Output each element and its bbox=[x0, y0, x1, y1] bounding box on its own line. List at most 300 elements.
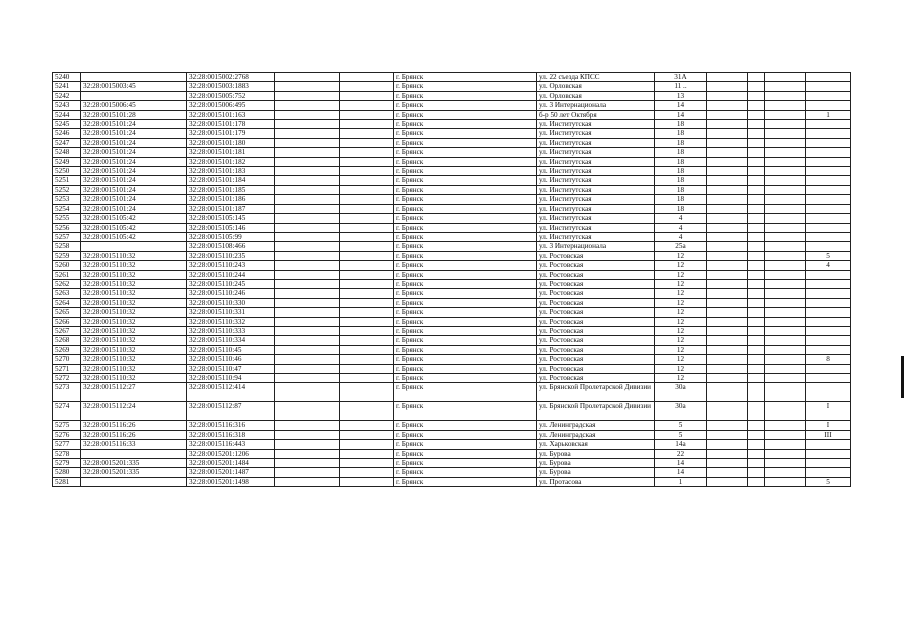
blank-cell bbox=[748, 195, 765, 204]
parcel-number-cell: 32:28:0015101:24 bbox=[81, 176, 187, 185]
blank-cell bbox=[765, 449, 806, 458]
blank-cell bbox=[765, 421, 806, 430]
blank-cell bbox=[340, 176, 394, 185]
parcel-number-cell: 32:28:0015110:32 bbox=[81, 261, 187, 270]
blank-cell bbox=[748, 204, 765, 213]
apartment-cell: I bbox=[806, 402, 851, 421]
house-cell: 14 bbox=[655, 459, 707, 468]
apartment-cell bbox=[806, 345, 851, 354]
apartment-cell bbox=[806, 440, 851, 449]
table-row bbox=[53, 449, 851, 458]
row-number-cell: 5258 bbox=[53, 242, 81, 251]
city-cell: г. Брянск bbox=[394, 279, 537, 288]
blank-cell bbox=[340, 129, 394, 138]
blank-cell bbox=[765, 242, 806, 251]
blank-cell bbox=[707, 270, 748, 279]
house-cell: 12 bbox=[655, 326, 707, 335]
blank-cell bbox=[765, 101, 806, 110]
cadastral-number-cell: 32:28:0015101:181 bbox=[187, 148, 275, 157]
blank-cell bbox=[707, 298, 748, 307]
blank-cell bbox=[765, 374, 806, 383]
city-cell: г. Брянск bbox=[394, 176, 537, 185]
street-cell: ул. Институтская bbox=[537, 167, 655, 176]
blank-cell bbox=[707, 167, 748, 176]
parcel-number-cell: 32:28:0015105:42 bbox=[81, 223, 187, 232]
apartment-cell bbox=[806, 279, 851, 288]
blank-cell bbox=[275, 298, 340, 307]
blank-cell bbox=[748, 298, 765, 307]
table-row bbox=[53, 477, 851, 486]
blank-cell bbox=[748, 82, 765, 91]
blank-cell bbox=[275, 148, 340, 157]
apartment-cell bbox=[806, 459, 851, 468]
parcel-number-cell: 32:28:0015101:28 bbox=[81, 110, 187, 119]
parcel-number-cell bbox=[81, 242, 187, 251]
street-cell: ул. Ростовская bbox=[537, 374, 655, 383]
blank-cell bbox=[340, 148, 394, 157]
blank-cell bbox=[275, 440, 340, 449]
blank-cell bbox=[340, 138, 394, 147]
blank-cell bbox=[765, 185, 806, 194]
city-cell: г. Брянск bbox=[394, 242, 537, 251]
blank-cell bbox=[765, 232, 806, 241]
row-number-cell: 5255 bbox=[53, 214, 81, 223]
blank-cell bbox=[275, 270, 340, 279]
blank-cell bbox=[765, 355, 806, 364]
cadastral-number-cell: 32:28:0015201:1487 bbox=[187, 468, 275, 477]
apartment-cell bbox=[806, 449, 851, 458]
house-cell: 14 bbox=[655, 110, 707, 119]
house-cell: 18 bbox=[655, 195, 707, 204]
street-cell: ул. Ростовская bbox=[537, 279, 655, 288]
table-row bbox=[53, 176, 851, 185]
house-cell: 18 bbox=[655, 167, 707, 176]
blank-cell bbox=[748, 120, 765, 129]
parcel-number-cell: 32:28:0015116:33 bbox=[81, 440, 187, 449]
blank-cell bbox=[748, 157, 765, 166]
blank-cell bbox=[765, 176, 806, 185]
blank-cell bbox=[707, 477, 748, 486]
blank-cell bbox=[748, 242, 765, 251]
blank-cell bbox=[765, 477, 806, 486]
blank-cell bbox=[340, 326, 394, 335]
apartment-cell bbox=[806, 204, 851, 213]
street-cell: ул. 3 Интернационала bbox=[537, 242, 655, 251]
apartment-cell: 5 bbox=[806, 477, 851, 486]
blank-cell bbox=[765, 430, 806, 439]
blank-cell bbox=[275, 167, 340, 176]
blank-cell bbox=[707, 176, 748, 185]
blank-cell bbox=[275, 129, 340, 138]
apartment-cell bbox=[806, 138, 851, 147]
city-cell: г. Брянск bbox=[394, 270, 537, 279]
row-number-cell: 5281 bbox=[53, 477, 81, 486]
row-number-cell: 5257 bbox=[53, 232, 81, 241]
house-cell: 12 bbox=[655, 279, 707, 288]
street-cell: ул. Институтская bbox=[537, 176, 655, 185]
house-cell: 5 bbox=[655, 430, 707, 439]
blank-cell bbox=[748, 110, 765, 119]
blank-cell bbox=[275, 374, 340, 383]
apartment-cell bbox=[806, 185, 851, 194]
parcel-number-cell: 32:28:0015110:32 bbox=[81, 345, 187, 354]
table-row bbox=[53, 251, 851, 260]
cadastral-number-cell: 32:28:0015101:179 bbox=[187, 129, 275, 138]
city-cell: г. Брянск bbox=[394, 430, 537, 439]
street-cell: ул. Ростовская bbox=[537, 345, 655, 354]
cadastral-number-cell: 32:28:0015110:246 bbox=[187, 289, 275, 298]
cadastral-number-cell: 32:28:0015110:46 bbox=[187, 355, 275, 364]
apartment-cell bbox=[806, 82, 851, 91]
city-cell: г. Брянск bbox=[394, 402, 537, 421]
blank-cell bbox=[765, 459, 806, 468]
city-cell: г. Брянск bbox=[394, 101, 537, 110]
apartment-cell bbox=[806, 129, 851, 138]
table-row bbox=[53, 148, 851, 157]
blank-cell bbox=[765, 326, 806, 335]
table-row bbox=[53, 308, 851, 317]
blank-cell bbox=[275, 468, 340, 477]
row-number-cell: 5268 bbox=[53, 336, 81, 345]
apartment-cell bbox=[806, 148, 851, 157]
street-cell: ул. Бурова bbox=[537, 449, 655, 458]
blank-cell bbox=[748, 251, 765, 260]
cadastral-number-cell: 32:28:0015108:466 bbox=[187, 242, 275, 251]
blank-cell bbox=[275, 383, 340, 402]
table-row bbox=[53, 355, 851, 364]
table-row bbox=[53, 138, 851, 147]
blank-cell bbox=[748, 308, 765, 317]
blank-cell bbox=[748, 402, 765, 421]
apartment-cell bbox=[806, 298, 851, 307]
apartment-cell bbox=[806, 232, 851, 241]
blank-cell bbox=[707, 440, 748, 449]
table-row bbox=[53, 73, 851, 82]
apartment-cell bbox=[806, 120, 851, 129]
street-cell: ул. Институтская bbox=[537, 214, 655, 223]
table-row bbox=[53, 223, 851, 232]
city-cell: г. Брянск bbox=[394, 157, 537, 166]
city-cell: г. Брянск bbox=[394, 440, 537, 449]
parcel-number-cell: 32:28:0015110:32 bbox=[81, 251, 187, 260]
table-row bbox=[53, 383, 851, 402]
parcel-number-cell: 32:28:0015101:24 bbox=[81, 157, 187, 166]
blank-cell bbox=[765, 289, 806, 298]
blank-cell bbox=[340, 336, 394, 345]
blank-cell bbox=[707, 355, 748, 364]
row-number-cell: 5269 bbox=[53, 345, 81, 354]
blank-cell bbox=[748, 326, 765, 335]
blank-cell bbox=[275, 402, 340, 421]
blank-cell bbox=[748, 421, 765, 430]
table-row bbox=[53, 261, 851, 270]
house-cell: 12 bbox=[655, 317, 707, 326]
cadastral-number-cell: 32:28:0015101:163 bbox=[187, 110, 275, 119]
blank-cell bbox=[765, 195, 806, 204]
street-cell: ул. Ленинградская bbox=[537, 421, 655, 430]
row-number-cell: 5241 bbox=[53, 82, 81, 91]
row-number-cell: 5274 bbox=[53, 402, 81, 421]
blank-cell bbox=[707, 82, 748, 91]
blank-cell bbox=[340, 459, 394, 468]
cadastral-number-cell: 32:28:0015116:318 bbox=[187, 430, 275, 439]
blank-cell bbox=[340, 298, 394, 307]
street-cell: ул. Протасова bbox=[537, 477, 655, 486]
blank-cell bbox=[275, 336, 340, 345]
table-row bbox=[53, 289, 851, 298]
street-cell: ул. Орловская bbox=[537, 91, 655, 100]
row-number-cell: 5240 bbox=[53, 73, 81, 82]
cadastral-number-cell: 32:28:0015110:47 bbox=[187, 364, 275, 373]
blank-cell bbox=[765, 129, 806, 138]
city-cell: г. Брянск bbox=[394, 326, 537, 335]
blank-cell bbox=[275, 251, 340, 260]
blank-cell bbox=[707, 364, 748, 373]
blank-cell bbox=[765, 383, 806, 402]
blank-cell bbox=[765, 157, 806, 166]
blank-cell bbox=[707, 129, 748, 138]
house-cell: 18 bbox=[655, 138, 707, 147]
city-cell: г. Брянск bbox=[394, 355, 537, 364]
blank-cell bbox=[707, 73, 748, 82]
house-cell: 18 bbox=[655, 129, 707, 138]
city-cell: г. Брянск bbox=[394, 82, 537, 91]
blank-cell bbox=[340, 421, 394, 430]
table-row bbox=[53, 326, 851, 335]
blank-cell bbox=[707, 101, 748, 110]
house-cell: 12 bbox=[655, 336, 707, 345]
row-number-cell: 5246 bbox=[53, 129, 81, 138]
city-cell: г. Брянск bbox=[394, 364, 537, 373]
blank-cell bbox=[340, 468, 394, 477]
table-row bbox=[53, 185, 851, 194]
table-row bbox=[53, 402, 851, 421]
street-cell: ул. Ростовская bbox=[537, 317, 655, 326]
blank-cell bbox=[340, 374, 394, 383]
street-cell: ул. Ростовская bbox=[537, 336, 655, 345]
table-row bbox=[53, 279, 851, 288]
parcel-number-cell: 32:28:0015201:335 bbox=[81, 459, 187, 468]
blank-cell bbox=[748, 440, 765, 449]
cadastral-number-cell: 32:28:0015201:1498 bbox=[187, 477, 275, 486]
house-cell: 18 bbox=[655, 204, 707, 213]
apartment-cell bbox=[806, 223, 851, 232]
house-cell: 14а bbox=[655, 440, 707, 449]
apartment-cell bbox=[806, 308, 851, 317]
blank-cell bbox=[748, 364, 765, 373]
city-cell: г. Брянск bbox=[394, 148, 537, 157]
street-cell: ул. Бурова bbox=[537, 459, 655, 468]
blank-cell bbox=[707, 421, 748, 430]
blank-cell bbox=[275, 91, 340, 100]
table-row bbox=[53, 440, 851, 449]
blank-cell bbox=[748, 129, 765, 138]
row-number-cell: 5277 bbox=[53, 440, 81, 449]
parcel-number-cell: 32:28:0015101:24 bbox=[81, 120, 187, 129]
table-row bbox=[53, 336, 851, 345]
parcel-number-cell: 32:28:0015110:32 bbox=[81, 374, 187, 383]
blank-cell bbox=[275, 176, 340, 185]
table-row bbox=[53, 214, 851, 223]
cadastral-number-cell: 32:28:0015110:331 bbox=[187, 308, 275, 317]
cadastral-number-cell: 32:28:0015006:495 bbox=[187, 101, 275, 110]
cadastral-number-cell: 32:28:0015003:1883 bbox=[187, 82, 275, 91]
house-cell: 30а bbox=[655, 402, 707, 421]
house-cell: 18 bbox=[655, 120, 707, 129]
row-number-cell: 5248 bbox=[53, 148, 81, 157]
house-cell: 11 .. bbox=[655, 82, 707, 91]
cadastral-number-cell: 32:28:0015110:244 bbox=[187, 270, 275, 279]
house-cell: 18 bbox=[655, 185, 707, 194]
house-cell: 1 bbox=[655, 477, 707, 486]
blank-cell bbox=[707, 308, 748, 317]
blank-cell bbox=[340, 430, 394, 439]
row-number-cell: 5256 bbox=[53, 223, 81, 232]
apartment-cell bbox=[806, 73, 851, 82]
row-number-cell: 5260 bbox=[53, 261, 81, 270]
city-cell: г. Брянск bbox=[394, 298, 537, 307]
street-cell: ул. Ростовская bbox=[537, 270, 655, 279]
apartment-cell: III bbox=[806, 430, 851, 439]
city-cell: г. Брянск bbox=[394, 383, 537, 402]
blank-cell bbox=[340, 204, 394, 213]
blank-cell bbox=[275, 82, 340, 91]
blank-cell bbox=[275, 242, 340, 251]
blank-cell bbox=[765, 364, 806, 373]
blank-cell bbox=[340, 402, 394, 421]
blank-cell bbox=[765, 204, 806, 213]
blank-cell bbox=[748, 223, 765, 232]
street-cell: ул. Институтская bbox=[537, 120, 655, 129]
house-cell: 25а bbox=[655, 242, 707, 251]
cadastral-number-cell: 32:28:0015110:45 bbox=[187, 345, 275, 354]
cadastral-number-cell: 32:28:0015101:180 bbox=[187, 138, 275, 147]
table-row bbox=[53, 110, 851, 119]
house-cell: 4 bbox=[655, 214, 707, 223]
blank-cell bbox=[765, 73, 806, 82]
blank-cell bbox=[707, 185, 748, 194]
cadastral-number-cell: 32:28:0015201:1484 bbox=[187, 459, 275, 468]
blank-cell bbox=[340, 440, 394, 449]
blank-cell bbox=[340, 345, 394, 354]
house-cell: 14 bbox=[655, 468, 707, 477]
parcel-number-cell bbox=[81, 449, 187, 458]
row-number-cell: 5272 bbox=[53, 374, 81, 383]
house-cell: 12 bbox=[655, 364, 707, 373]
street-cell: ул. Ростовская bbox=[537, 261, 655, 270]
blank-cell bbox=[748, 167, 765, 176]
street-cell: ул. Ростовская bbox=[537, 298, 655, 307]
parcel-number-cell: 32:28:0015110:32 bbox=[81, 326, 187, 335]
parcel-number-cell: 32:28:0015110:32 bbox=[81, 317, 187, 326]
apartment-cell bbox=[806, 214, 851, 223]
blank-cell bbox=[275, 232, 340, 241]
blank-cell bbox=[707, 326, 748, 335]
house-cell: 22 bbox=[655, 449, 707, 458]
cadastral-number-cell: 32:28:0015101:182 bbox=[187, 157, 275, 166]
cadastral-number-cell: 32:28:0015110:245 bbox=[187, 279, 275, 288]
city-cell: г. Брянск bbox=[394, 449, 537, 458]
blank-cell bbox=[707, 223, 748, 232]
blank-cell bbox=[748, 355, 765, 364]
street-cell: ул. Ростовская bbox=[537, 355, 655, 364]
parcel-number-cell: 32:28:0015101:24 bbox=[81, 195, 187, 204]
row-number-cell: 5280 bbox=[53, 468, 81, 477]
blank-cell bbox=[748, 214, 765, 223]
city-cell: г. Брянск bbox=[394, 120, 537, 129]
apartment-cell: 1 bbox=[806, 110, 851, 119]
blank-cell bbox=[340, 364, 394, 373]
blank-cell bbox=[275, 364, 340, 373]
row-number-cell: 5263 bbox=[53, 289, 81, 298]
blank-cell bbox=[765, 82, 806, 91]
apartment-cell: I bbox=[806, 421, 851, 430]
blank-cell bbox=[707, 195, 748, 204]
parcel-number-cell: 32:28:0015110:32 bbox=[81, 336, 187, 345]
blank-cell bbox=[707, 261, 748, 270]
house-cell: 18 bbox=[655, 176, 707, 185]
blank-cell bbox=[707, 279, 748, 288]
blank-cell bbox=[275, 157, 340, 166]
city-cell: г. Брянск bbox=[394, 421, 537, 430]
street-cell: ул. Орловская bbox=[537, 82, 655, 91]
street-cell: ул. Институтская bbox=[537, 185, 655, 194]
table-row bbox=[53, 157, 851, 166]
cadastral-number-cell: 32:28:0015005:752 bbox=[187, 91, 275, 100]
city-cell: г. Брянск bbox=[394, 477, 537, 486]
blank-cell bbox=[707, 242, 748, 251]
table-row bbox=[53, 421, 851, 430]
blank-cell bbox=[707, 120, 748, 129]
apartment-cell bbox=[806, 195, 851, 204]
city-cell: г. Брянск bbox=[394, 223, 537, 232]
table-body bbox=[53, 73, 851, 487]
parcel-number-cell: 32:28:0015105:42 bbox=[81, 214, 187, 223]
blank-cell bbox=[275, 430, 340, 439]
cadastral-number-cell: 32:28:0015002:2768 bbox=[187, 73, 275, 82]
street-cell: ул. Институтская bbox=[537, 138, 655, 147]
blank-cell bbox=[275, 477, 340, 486]
row-number-cell: 5276 bbox=[53, 430, 81, 439]
parcel-number-cell bbox=[81, 477, 187, 486]
blank-cell bbox=[275, 421, 340, 430]
blank-cell bbox=[765, 336, 806, 345]
blank-cell bbox=[765, 251, 806, 260]
city-cell: г. Брянск bbox=[394, 110, 537, 119]
blank-cell bbox=[707, 214, 748, 223]
blank-cell bbox=[765, 308, 806, 317]
row-number-cell: 5278 bbox=[53, 449, 81, 458]
blank-cell bbox=[340, 82, 394, 91]
house-cell: 12 bbox=[655, 298, 707, 307]
parcel-number-cell: 32:28:0015110:32 bbox=[81, 355, 187, 364]
street-cell: ул. Ростовская bbox=[537, 326, 655, 335]
row-number-cell: 5249 bbox=[53, 157, 81, 166]
house-cell: 12 bbox=[655, 308, 707, 317]
blank-cell bbox=[765, 270, 806, 279]
street-cell: ул. Бурова bbox=[537, 468, 655, 477]
row-number-cell: 5243 bbox=[53, 101, 81, 110]
apartment-cell bbox=[806, 101, 851, 110]
row-number-cell: 5265 bbox=[53, 308, 81, 317]
cadastral-number-cell: 32:28:0015201:1206 bbox=[187, 449, 275, 458]
blank-cell bbox=[765, 91, 806, 100]
city-cell: г. Брянск bbox=[394, 374, 537, 383]
blank-cell bbox=[748, 176, 765, 185]
table-row bbox=[53, 459, 851, 468]
blank-cell bbox=[707, 138, 748, 147]
blank-cell bbox=[275, 261, 340, 270]
